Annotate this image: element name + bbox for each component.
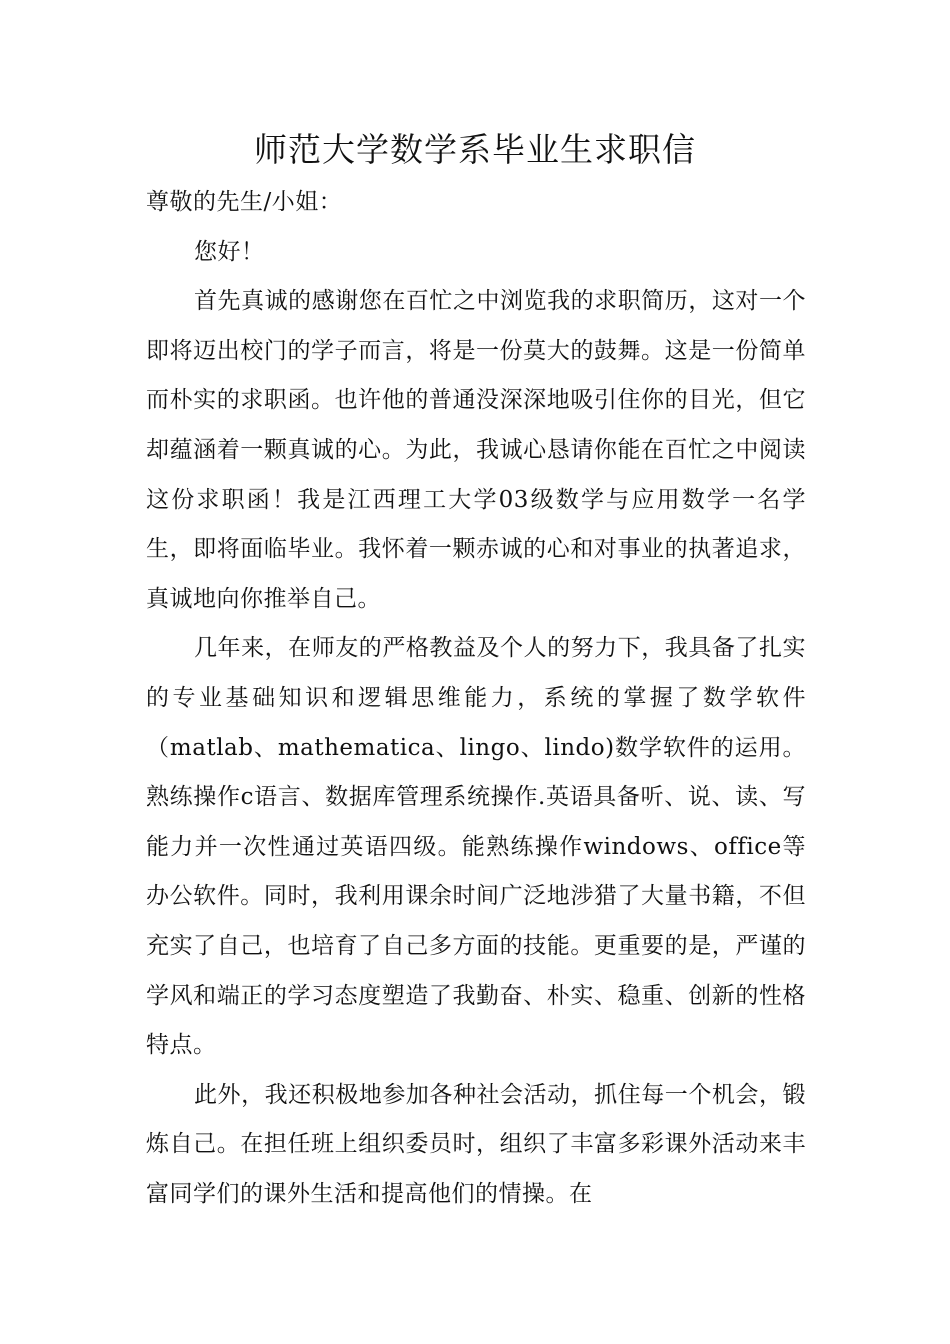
letter-body <box>146 178 806 1219</box>
paragraph-skills: 几年来，在师友的严格教益及个人的努力下，我具备了扎实的专业基础知识和逻辑思维能力，系统的掌握了数学软件（matlab、mathematica、lingo、lindo)数学软件的运用。熟练操作c语言、数据库管理系统操作.英语具备听、说、读、写能力并一次性通过英语四级。能熟练操作windows、office等办公软件。同时，我利用课余时间广泛地涉猎了大量书籍，不但充实了自己，也培育了自己多方面的技能。更重要的是，严谨的学风和端正的学习态度塑造了我勤奋、朴实、稳重、创新的性格特点。 <box>146 635 806 1059</box>
paragraph-activities: 此外，我还积极地参加各种社会活动，抓住每一个机会，锻炼自己。在担任班上组织委员时，组织了丰富多彩课外活动来丰富同学们的课外生活和提高他们的情操。在 <box>146 1081 806 1207</box>
salutation: 尊敬的先生/小姐： <box>146 189 343 215</box>
paragraph-intro: 首先真诚的感谢您在百忙之中浏览我的求职简历，这对一个即将迈出校门的学子而言，将是一份莫大的鼓舞。这是一份简单而朴实的求职函。也许他的普通没深深地吸引住你的目光，但它却蕴涵着一颗真诚的心。为此，我诚心恳请你能在百忙之中阅读这份求职函！我是江西理工大学03级数学与应用数学一名学生，即将面临毕业。我怀着一颗赤诚的心和对事业的执著追求，真诚地向你推举自己。 <box>146 288 806 612</box>
document-title: 师范大学数学系毕业生求职信 <box>254 130 696 169</box>
greeting: 您好！ <box>194 238 265 265</box>
